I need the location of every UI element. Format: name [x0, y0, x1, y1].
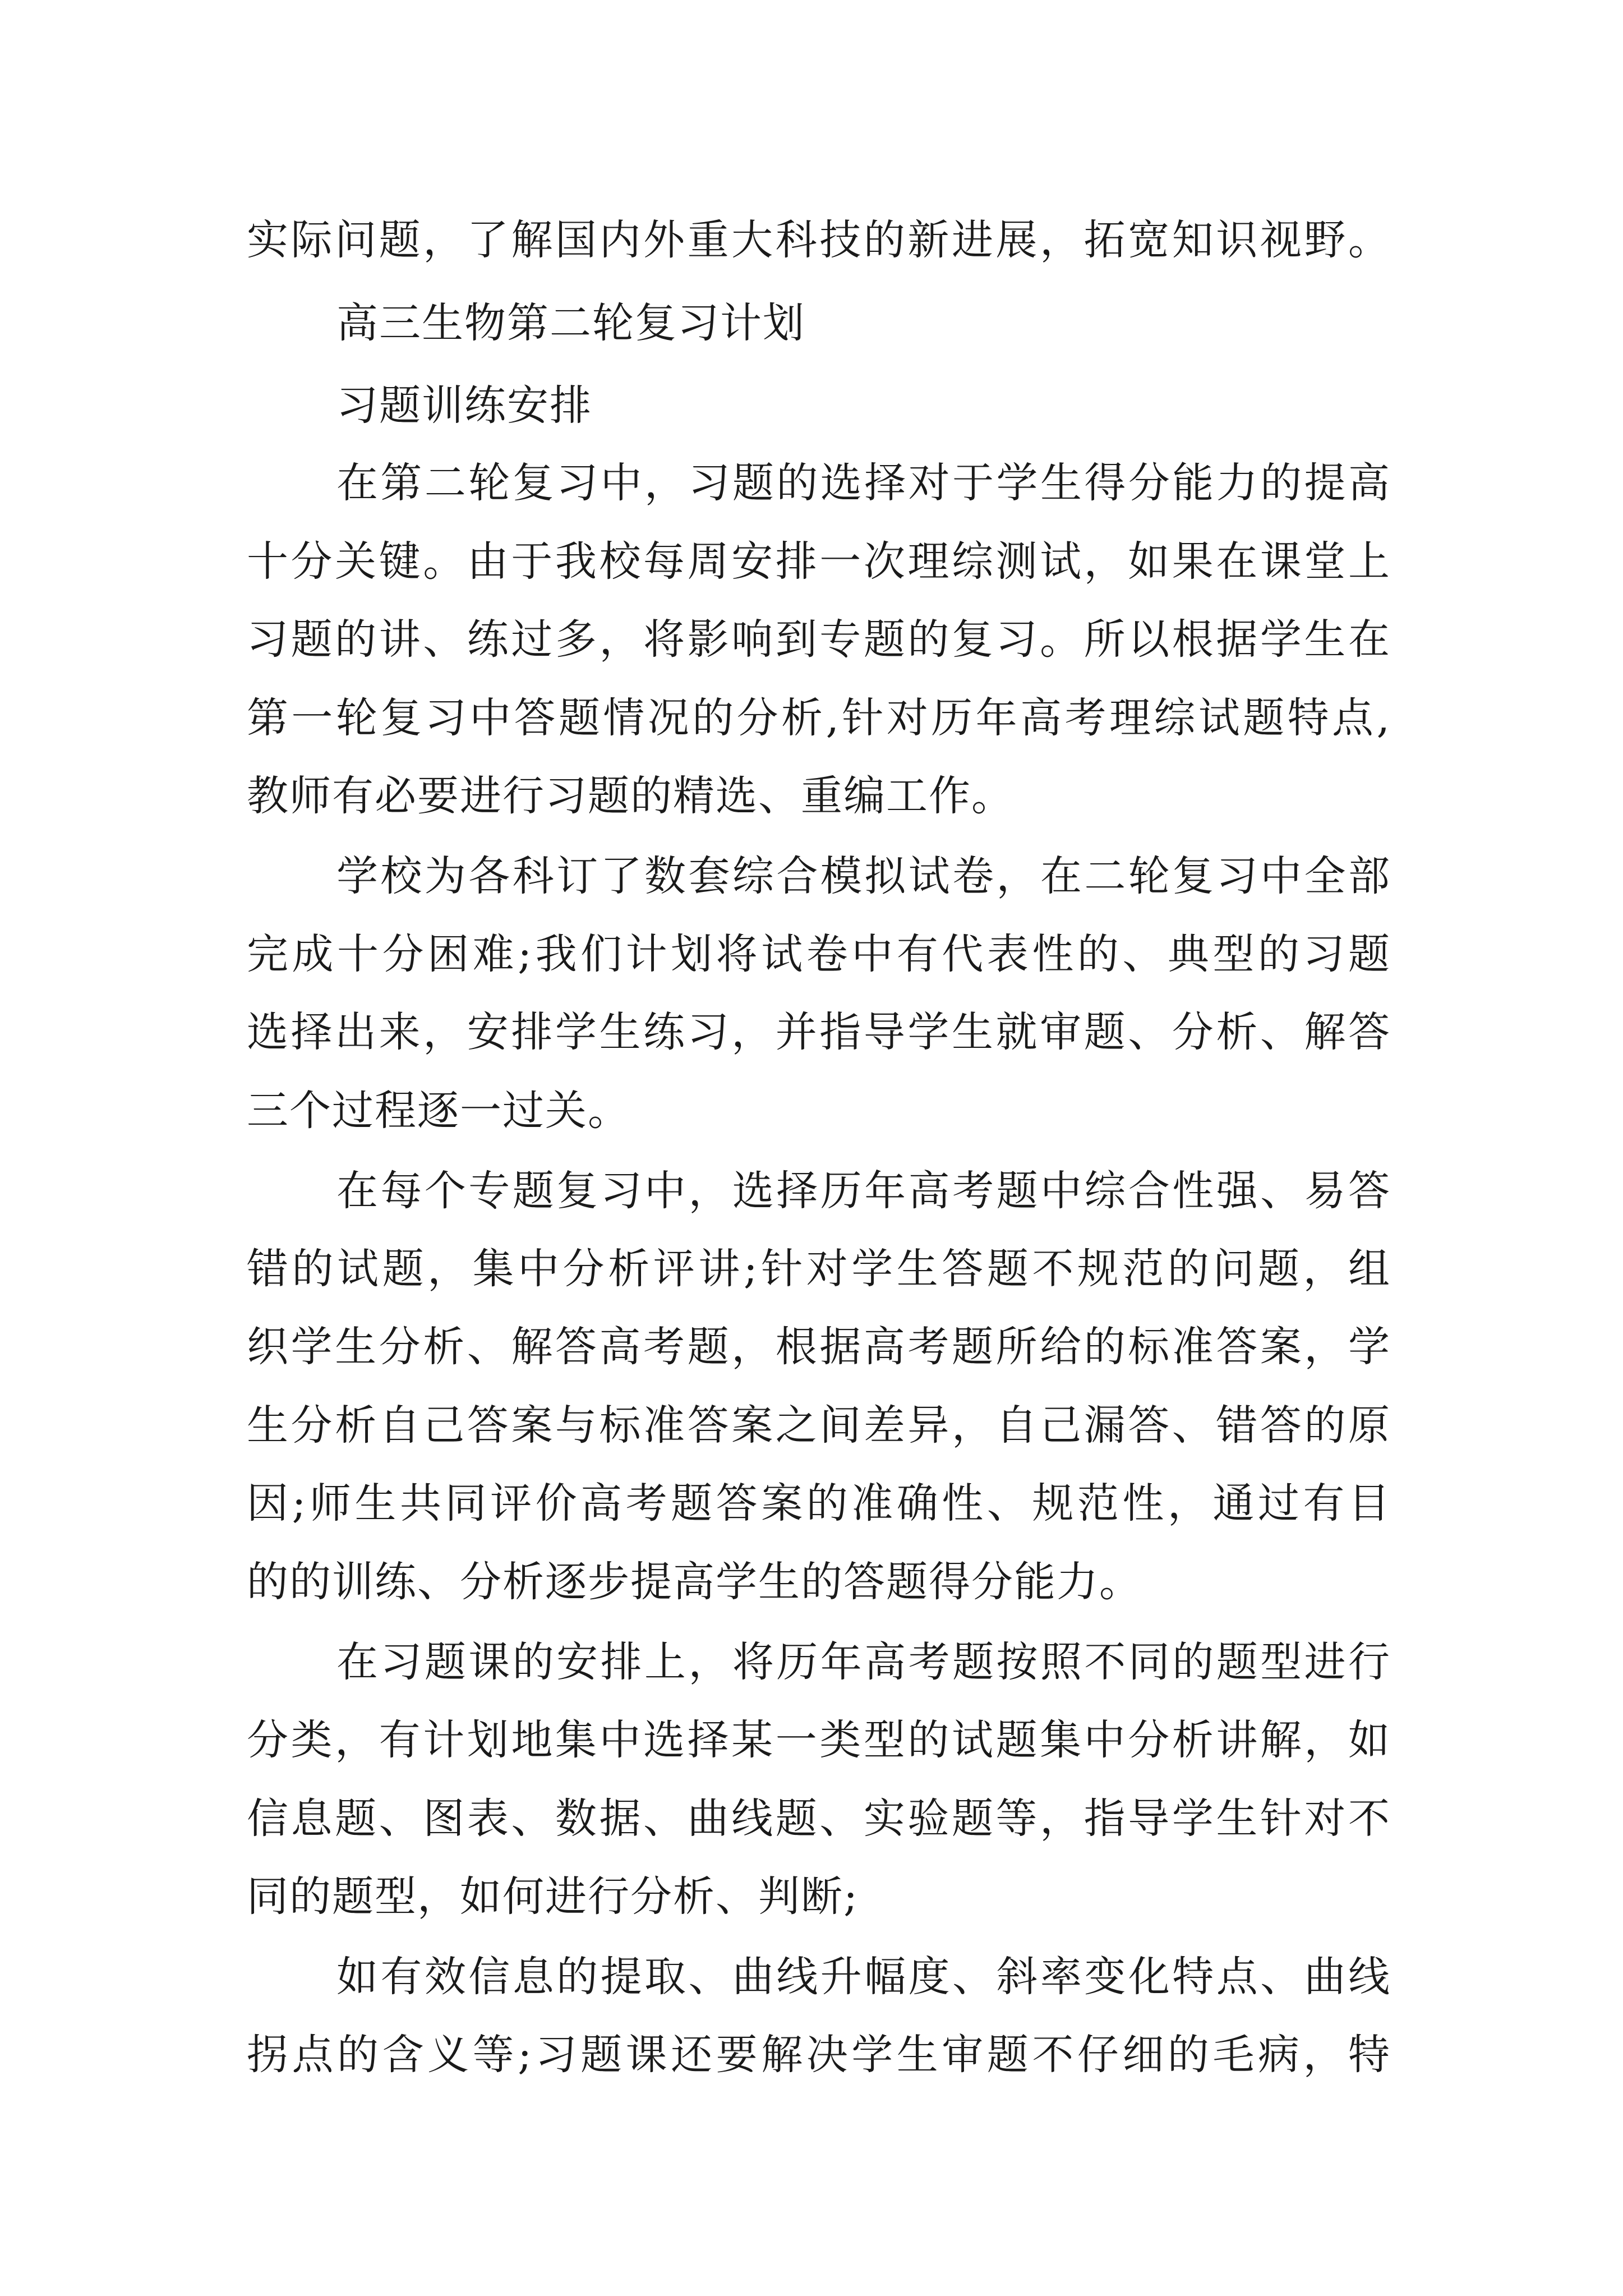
paragraph-line: 如有效信息的提取、曲线升幅度、斜率变化特点、曲线 [336, 1953, 1391, 2001]
paragraph-line: 教师有必要进行习题的精选、重编工作。 [247, 772, 1014, 820]
paragraph-line: 分类，有计划地集中选择某一类型的试题集中分析讲解，如 [247, 1716, 1391, 1764]
paragraph-line: 在习题课的安排上，将历年高考题按照不同的题型进行 [336, 1638, 1391, 1686]
paragraph-line: 在第二轮复习中，习题的选择对于学生得分能力的提高 [336, 459, 1391, 507]
paragraph-line: 在每个专题复习中，选择历年高考题中综合性强、易答 [336, 1167, 1391, 1215]
paragraph-line: 第一轮复习中答题情况的分析,针对历年高考理综试题特点, [247, 694, 1391, 742]
paragraph-line: 生分析自己答案与标准答案之间差异，自己漏答、错答的原 [247, 1401, 1391, 1450]
paragraph-line: 习题的讲、练过多，将影响到专题的复习。所以根据学生在 [247, 615, 1391, 664]
paragraph-line: 的的训练、分析逐步提高学生的答题得分能力。 [247, 1558, 1142, 1606]
paragraph-line: 学校为各科订了数套综合模拟试卷，在二轮复习中全部 [336, 852, 1391, 900]
paragraph-line: 完成十分困难;我们计划将试卷中有代表性的、典型的习题 [247, 930, 1391, 978]
paragraph-line: 同的题型，如何进行分析、判断; [247, 1872, 859, 1921]
paragraph-line: 三个过程逐一过关。 [247, 1087, 630, 1135]
text-line: 实际问题，了解国内外重大科技的新进展，拓宽知识视野。 [247, 216, 1391, 264]
paragraph-line: 十分关键。由于我校每周安排一次理综测试，如果在课堂上 [247, 537, 1391, 586]
paragraph-line: 错的试题，集中分析评讲;针对学生答题不规范的问题，组 [247, 1245, 1391, 1293]
subsection-heading: 习题训练安排 [336, 381, 592, 430]
paragraph-line: 织学生分析、解答高考题，根据高考题所给的标准答案，学 [247, 1323, 1391, 1371]
paragraph-line: 选择出来，安排学生练习，并指导学生就审题、分析、解答 [247, 1008, 1391, 1056]
paragraph-line: 信息题、图表、数据、曲线题、实验题等，指导学生针对不 [247, 1795, 1391, 1843]
paragraph-line: 拐点的含义等;习题课还要解决学生审题不仔细的毛病，特 [247, 2031, 1391, 2079]
paragraph-line: 因;师生共同评价高考题答案的准确性、规范性，通过有目 [247, 1479, 1391, 1527]
section-heading: 高三生物第二轮复习计划 [336, 299, 805, 347]
